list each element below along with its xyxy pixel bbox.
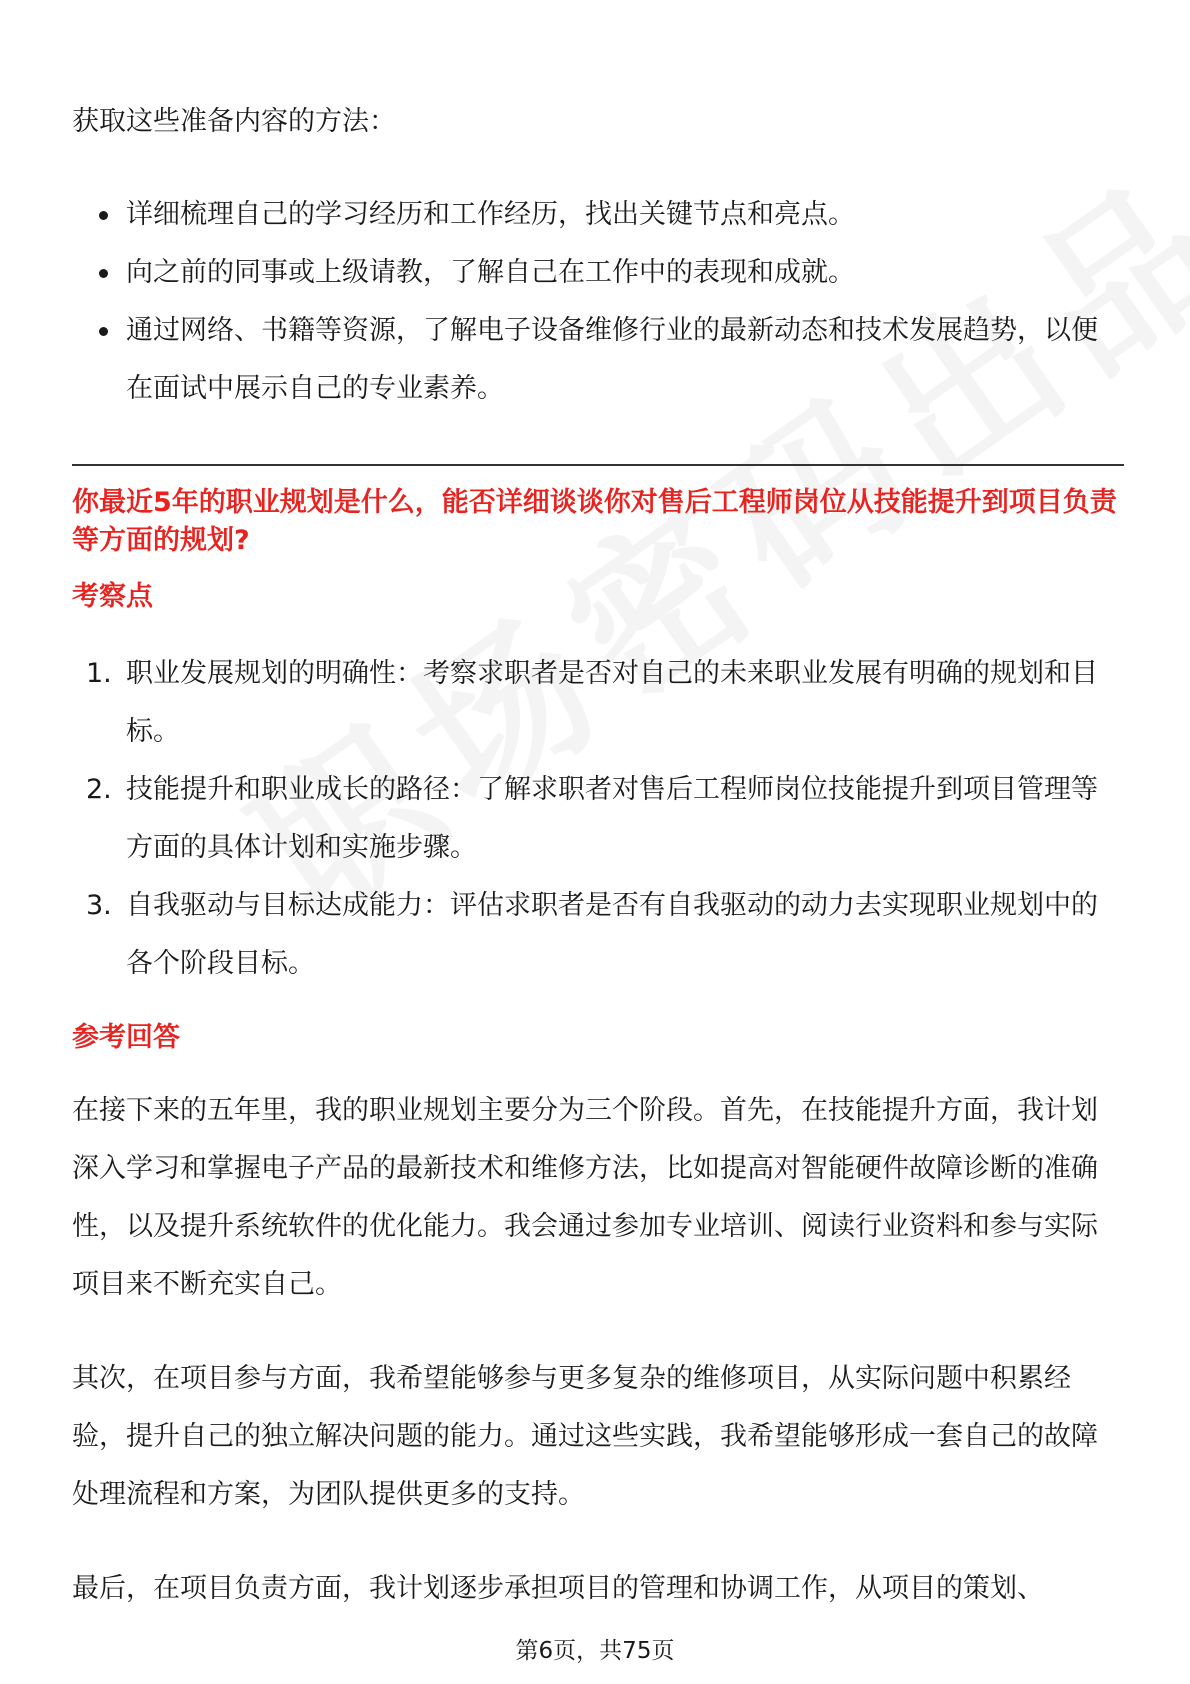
list-number: 3. xyxy=(86,890,112,921)
list-item-text: 自我驱动与目标达成能力：评估求职者是否有自我驱动的动力去实现职业规划中的各个阶段目标。 xyxy=(126,890,1098,979)
section-divider xyxy=(72,464,1124,466)
list-number: 1. xyxy=(86,658,112,689)
answer-paragraph: 在接下来的五年里，我的职业规划主要分为三个阶段。首先，在技能提升方面，我计划深入学习和掌握电子产品的最新技术和维修方法，比如提高对智能硬件故障诊断的准确性，以及提升系统软件的优化能力。我会通过参加专业培训、阅读行业资料和参与实际项目来不断充实自己。 xyxy=(72,1095,1098,1300)
page-footer: 第6页，共75页 xyxy=(515,1638,675,1664)
list-item xyxy=(72,761,1124,877)
points-list xyxy=(72,645,1124,993)
answer-paragraph: 其次，在项目参与方面，我希望能够参与更多复杂的维修项目，从实际问题中积累经验，提升自己的独立解决问题的能力。通过这些实践，我希望能够形成一套自己的故障处理流程和方案，为团队提供更多的支持。 xyxy=(72,1363,1098,1510)
list-item-text: 技能提升和职业成长的路径：了解求职者对售后工程师岗位技能提升到项目管理等方面的具体计划和实施步骤。 xyxy=(126,774,1098,863)
list-number: 2. xyxy=(86,774,112,805)
section-heading-ckhd: 参考回答 xyxy=(72,1022,180,1053)
methods-list xyxy=(72,186,1124,418)
document-page xyxy=(72,0,1124,1684)
list-item xyxy=(72,877,1124,993)
list-item: 通过网络、书籍等资源，了解电子设备维修行业的最新动态和技术发展趋势，以便在面试中展示自己的专业素养。 xyxy=(72,302,1124,418)
question-heading: 你最近5年的职业规划是什么，能否详细谈谈你对售后工程师岗位从技能提升到项目负责等方面的规划? xyxy=(72,487,1117,556)
list-item xyxy=(72,645,1124,761)
list-item-text: 职业发展规划的明确性：考察求职者是否对自己的未来职业发展有明确的规划和目标。 xyxy=(126,658,1098,747)
list-item: 详细梳理自己的学习经历和工作经历，找出关键节点和亮点。 xyxy=(72,186,1124,244)
intro-text: 获取这些准备内容的方法： xyxy=(72,106,396,137)
list-item: 向之前的同事或上级请教，了解自己在工作中的表现和成就。 xyxy=(72,244,1124,302)
section-heading-kcd: 考察点 xyxy=(72,581,153,612)
answer-paragraph: 最后，在项目负责方面，我计划逐步承担项目的管理和协调工作，从项目的策划、 xyxy=(72,1573,1044,1604)
